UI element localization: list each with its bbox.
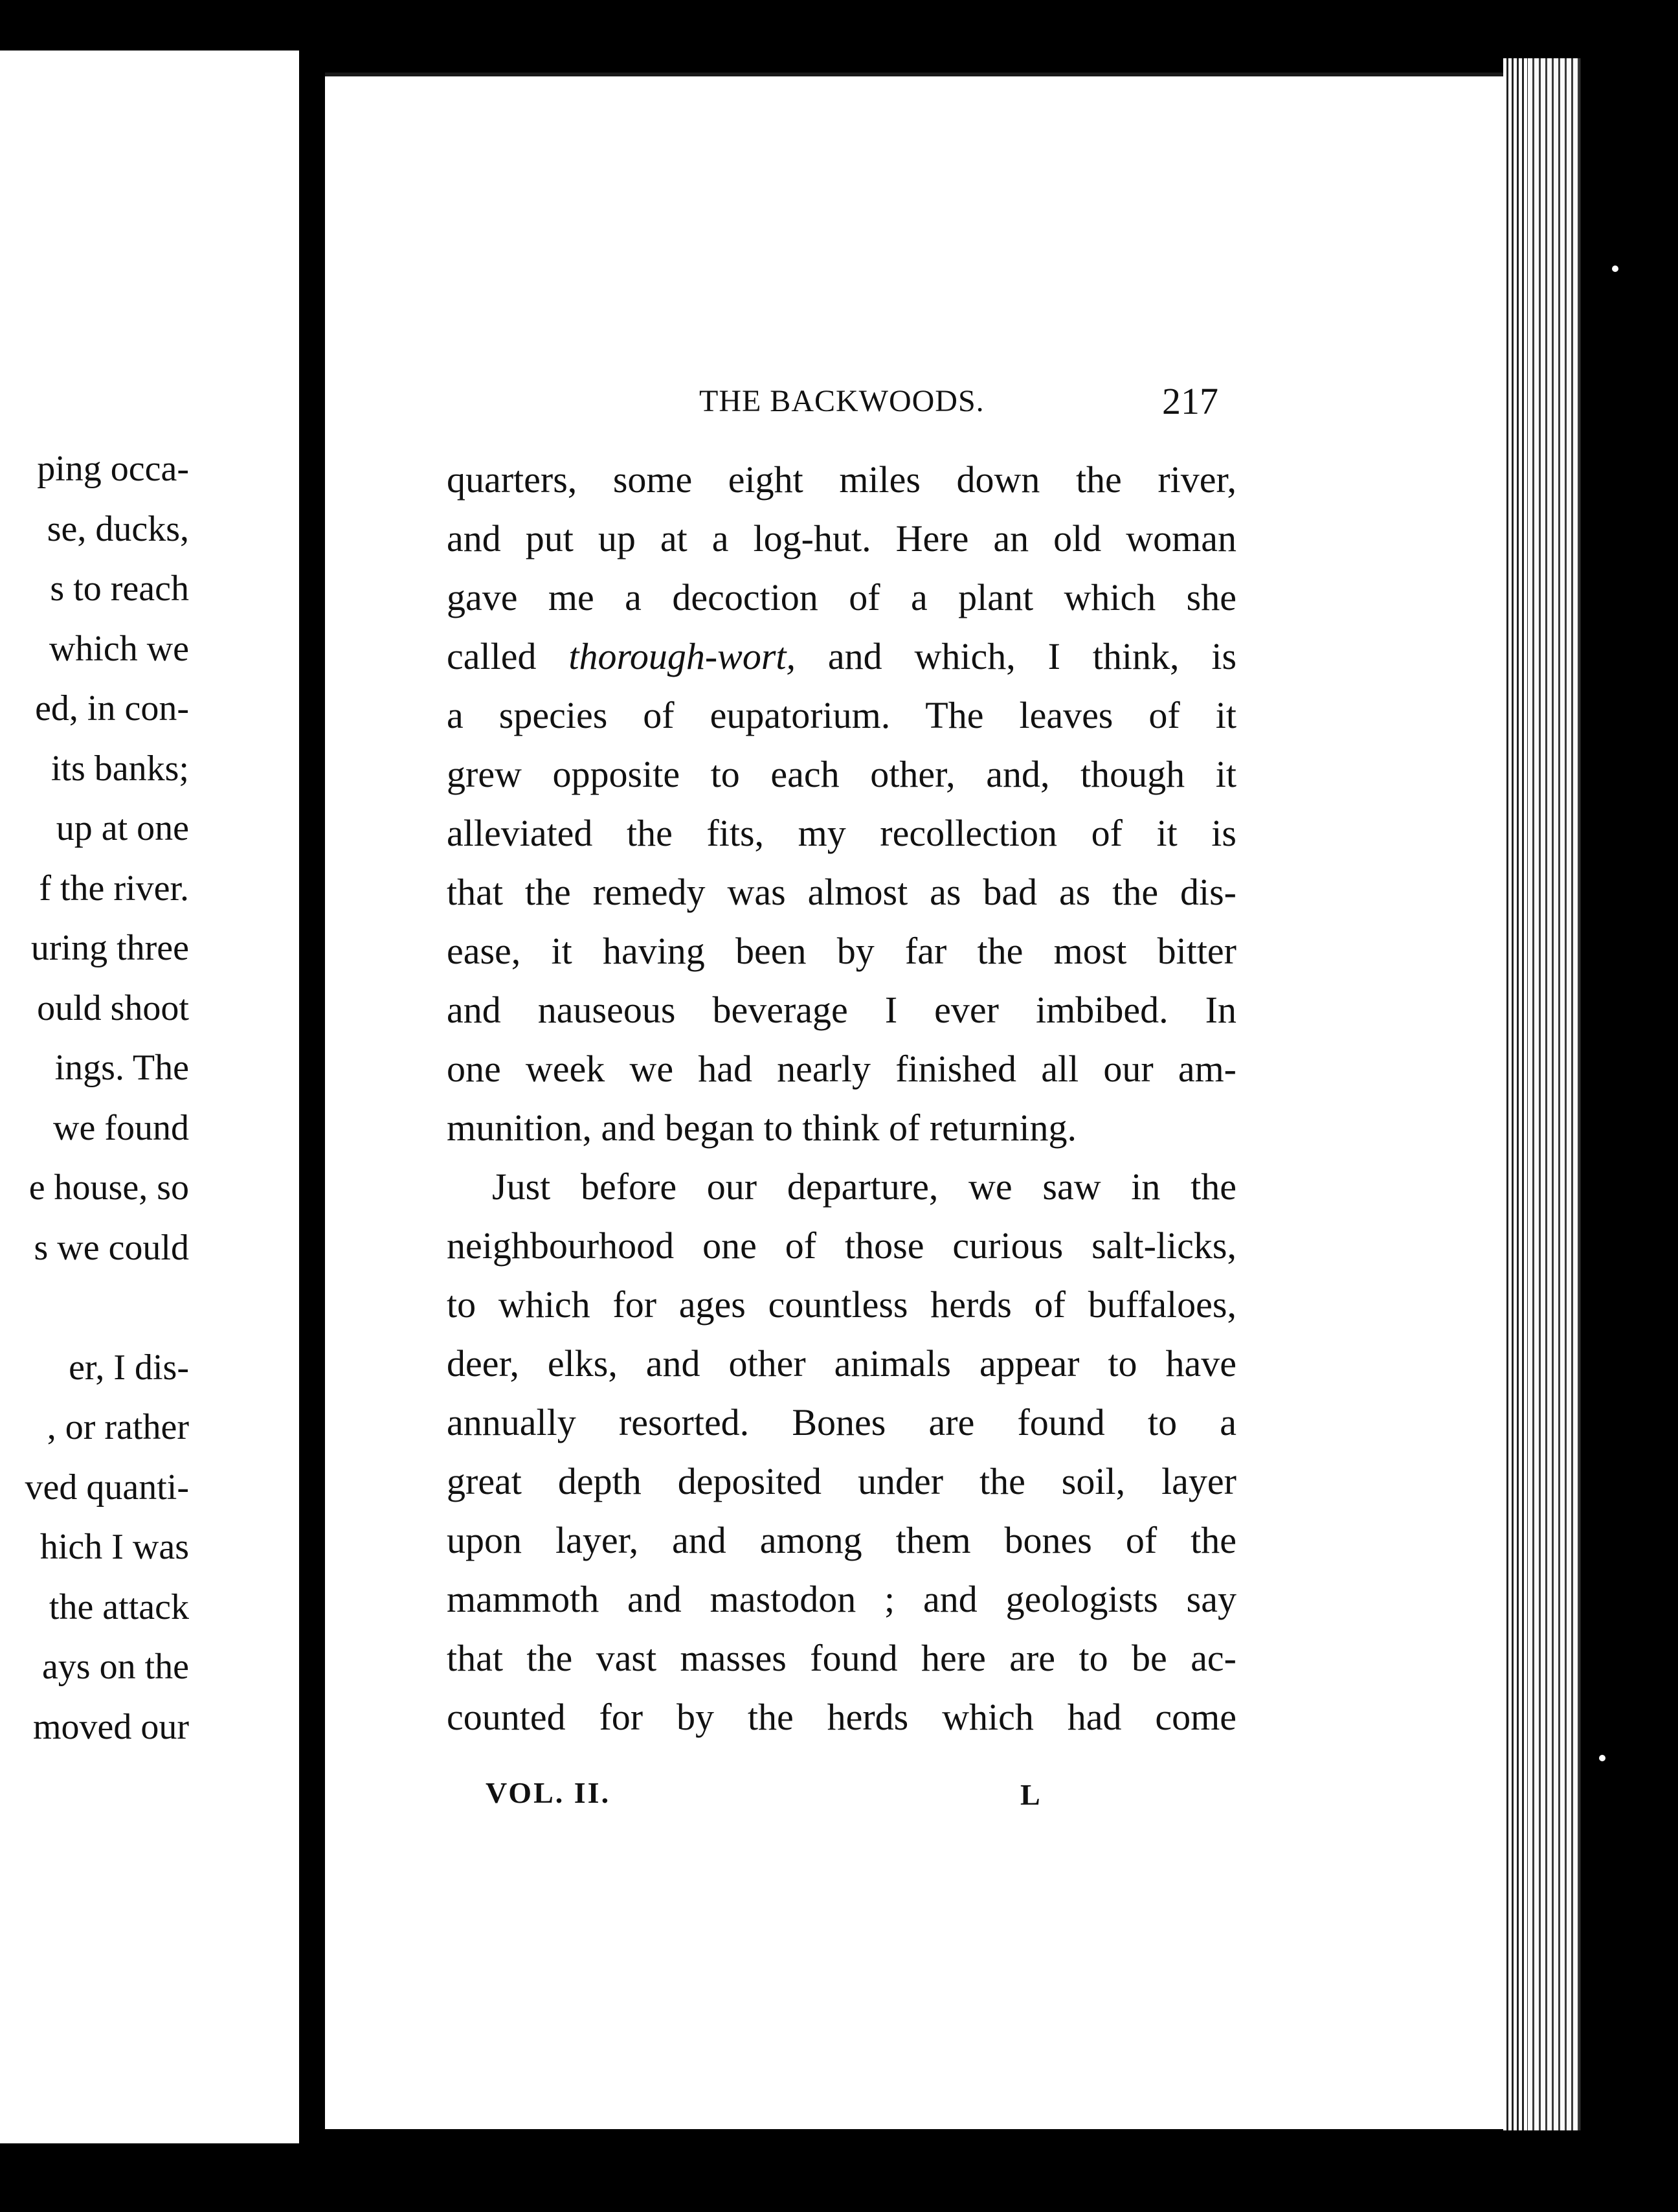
facing-page-line: uring three xyxy=(30,928,189,968)
body-line: upon layer, and among them bones of the xyxy=(447,1519,1236,1561)
body-line: and put up at a log-hut. Here an old woman xyxy=(447,517,1236,559)
body-line: annually resorted. Bones are found to a xyxy=(447,1401,1236,1443)
facing-page-line: moved our xyxy=(32,1707,189,1747)
facing-page-line: f the river. xyxy=(39,868,189,909)
body-line-italic-term xyxy=(447,635,1237,677)
running-head: THE BACKWOODS. xyxy=(699,384,985,418)
facing-page-line: er, I dis- xyxy=(69,1348,189,1388)
facing-page-line: ping occa- xyxy=(37,449,189,489)
facing-page-line: ings. The xyxy=(54,1048,189,1088)
page-edges-outer xyxy=(1528,58,1580,2130)
body-line: gave me a decoction of a plant which she xyxy=(447,576,1236,618)
facing-page-line: which we xyxy=(49,629,189,669)
facing-page-line: hich I was xyxy=(39,1527,189,1567)
facing-page-line: its banks; xyxy=(50,749,189,789)
facing-page-line: s to reach xyxy=(50,569,189,609)
volume-mark: VOL. II. xyxy=(486,1776,611,1809)
facing-page-line: ved quanti- xyxy=(25,1467,189,1507)
body-line: neighbourhood one of those curious salt-licks, xyxy=(447,1224,1236,1267)
facing-page-line: ays on the xyxy=(41,1647,189,1687)
body-line: quarters, some eight miles down the river, xyxy=(447,458,1236,501)
facing-page-line: se, ducks, xyxy=(47,509,189,549)
facing-page-line: we found xyxy=(53,1108,189,1148)
body-text: called xyxy=(447,635,537,677)
page-number: 217 xyxy=(1162,380,1218,422)
signature-mark: L xyxy=(1020,1778,1040,1811)
body-line: to which for ages countless herds of buffaloes, xyxy=(447,1283,1236,1326)
body-line: munition, and began to think of returning. xyxy=(447,1107,1077,1149)
body-line: deer, elks, and other animals appear to have xyxy=(447,1342,1236,1384)
scan-speck xyxy=(1612,265,1618,272)
body-line: that the vast masses found here are to be ac- xyxy=(447,1637,1236,1679)
body-line: one week we had nearly finished all our am- xyxy=(447,1048,1236,1090)
facing-page-line: s we could xyxy=(34,1228,189,1268)
book-page xyxy=(325,73,1503,2129)
facing-page-line: e house, so xyxy=(28,1168,189,1208)
body-line: and nauseous beverage I ever imbibed. In xyxy=(447,989,1236,1031)
body-line: a species of eupatorium. The leaves of it xyxy=(447,694,1236,736)
body-line: alleviated the fits, my recollection of it is xyxy=(447,812,1236,854)
facing-page-line: ould shoot xyxy=(37,988,189,1028)
body-line: ease, it having been by far the most bitter xyxy=(447,930,1236,972)
body-line: counted for by the herds which had come xyxy=(447,1696,1236,1738)
facing-page-line: the attack xyxy=(49,1587,189,1627)
italic-term: thorough-wort, xyxy=(568,635,796,677)
body-line: great depth deposited under the soil, layer xyxy=(447,1460,1236,1502)
facing-page-line: ed, in con- xyxy=(35,688,189,728)
body-text: and which, I think, is xyxy=(827,635,1237,677)
scan-speck xyxy=(1599,1755,1605,1761)
body-line: grew opposite to each other, and, though it xyxy=(447,753,1236,795)
body-line: that the remedy was almost as bad as the dis- xyxy=(447,871,1236,913)
facing-page-line: up at one xyxy=(56,808,189,848)
book-gutter xyxy=(299,39,325,2150)
facing-page-fragment xyxy=(0,51,299,2143)
facing-page-line: , or rather xyxy=(47,1407,189,1447)
paragraph-start: Just before our departure, we saw in the xyxy=(492,1166,1236,1208)
body-line: mammoth and mastodon ; and geologists say xyxy=(447,1578,1236,1620)
